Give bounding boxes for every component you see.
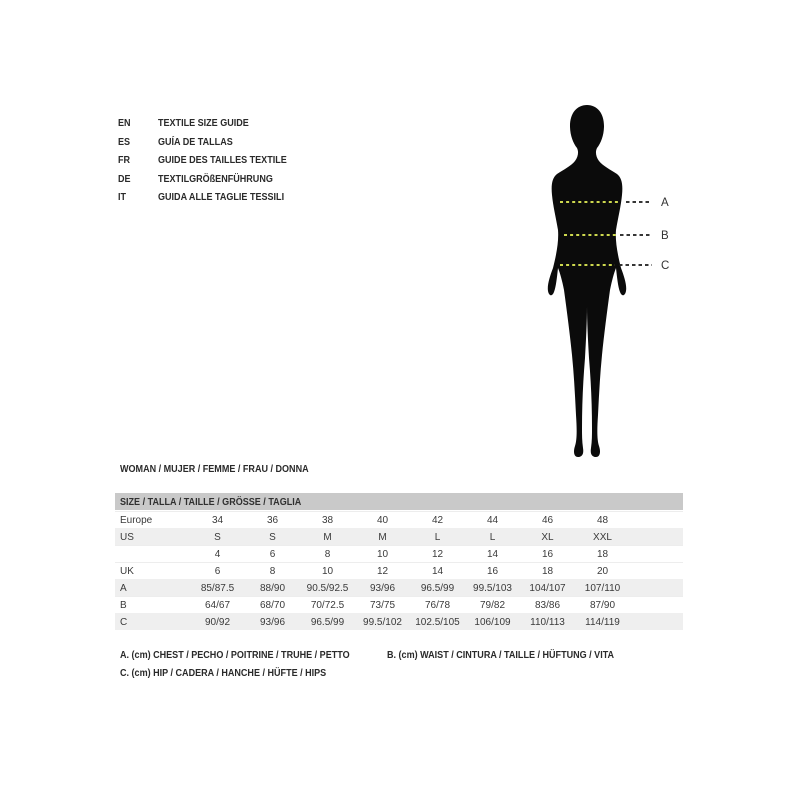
size-value-cell: 96.5/99: [310, 616, 345, 628]
size-table-row: [115, 545, 683, 562]
size-value-cell: 114/119: [585, 616, 620, 628]
size-value-cell: 38: [321, 514, 334, 526]
size-value-cell: 73/75: [369, 599, 396, 611]
size-table-rows: [115, 511, 683, 630]
size-value-cell: 90.5/92.5: [306, 582, 349, 594]
language-code: FR: [118, 154, 131, 167]
measurement-legend: [120, 645, 800, 681]
size-value-cell: L: [434, 531, 441, 543]
size-value-cell: 88/90: [259, 582, 286, 594]
size-value-cell: 4: [214, 548, 221, 560]
size-value-cell: 18: [596, 548, 609, 560]
size-value-cell: 93/96: [369, 582, 396, 594]
size-value-cell: 79/82: [479, 599, 506, 611]
size-value-cell: 90/92: [204, 616, 231, 628]
size-value-cell: 85/87.5: [200, 582, 235, 594]
row-label-cell: Europe: [120, 514, 153, 526]
language-list: [118, 114, 308, 207]
language-code: ES: [118, 135, 131, 148]
woman-silhouette: [548, 105, 626, 457]
size-table-row: [115, 596, 683, 613]
size-value-cell: 8: [269, 565, 276, 577]
size-value-cell: 48: [596, 514, 609, 526]
size-value-cell: 102.5/105: [415, 616, 460, 628]
size-table-header: [115, 493, 683, 510]
size-value-cell: M: [378, 531, 387, 543]
size-value-cell: 36: [266, 514, 279, 526]
size-table-row: [115, 562, 683, 579]
size-value-cell: 20: [596, 565, 609, 577]
size-value-cell: 44: [486, 514, 499, 526]
gender-heading-text: WOMAN / MUJER / FEMME / FRAU / DONNA: [120, 463, 309, 475]
size-value-cell: 110/113: [530, 616, 565, 628]
size-value-cell: 40: [376, 514, 389, 526]
language-label: TEXTILGRÖßENFÜHRUNG: [158, 172, 273, 185]
legend-line: A. (cm) CHEST / PECHO / POITRINE / TRUHE / PETTO: [120, 649, 350, 661]
size-value-cell: 10: [321, 565, 334, 577]
size-value-cell: 106/109: [474, 616, 511, 628]
size-value-cell: S: [269, 531, 276, 543]
language-label: TEXTILE SIZE GUIDE: [158, 117, 249, 130]
measure-label-b: B: [661, 230, 669, 242]
size-value-cell: 99.5/103: [473, 582, 512, 594]
size-value-cell: 14: [431, 565, 444, 577]
measure-label-c: C: [661, 260, 670, 272]
size-table-row: [115, 579, 683, 596]
size-table-header-text: SIZE / TALLA / TAILLE / GRÖSSE / TAGLIA: [120, 495, 302, 508]
gender-heading: [120, 463, 339, 475]
size-value-cell: 76/78: [424, 599, 451, 611]
size-table-row: [115, 511, 683, 528]
size-value-cell: 6: [214, 565, 221, 577]
size-value-cell: XL: [541, 531, 554, 543]
language-code: IT: [118, 191, 127, 204]
size-value-cell: 12: [431, 548, 444, 560]
size-value-cell: XXL: [593, 531, 612, 543]
size-value-cell: 70/72.5: [310, 599, 345, 611]
legend-line: C. (cm) HIP / CADERA / HANCHE / HÜFTE / HIPS: [120, 667, 327, 679]
language-label: GUÍA DE TALLAS: [158, 135, 233, 148]
woman-silhouette-figure: [530, 100, 700, 480]
size-value-cell: 107/110: [584, 582, 621, 594]
language-code: DE: [118, 172, 131, 185]
figure-svg: [530, 100, 700, 480]
size-value-cell: 46: [541, 514, 554, 526]
size-table: [115, 493, 683, 630]
size-value-cell: 96.5/99: [420, 582, 455, 594]
language-row: [118, 170, 308, 189]
size-value-cell: 16: [486, 565, 499, 577]
size-value-cell: 12: [376, 565, 389, 577]
row-label-cell: C: [120, 616, 128, 628]
size-value-cell: 6: [269, 548, 276, 560]
language-code: EN: [118, 117, 131, 130]
size-value-cell: L: [489, 531, 496, 543]
size-value-cell: 64/67: [204, 599, 231, 611]
language-row: [118, 133, 308, 152]
language-row: [118, 151, 308, 170]
size-value-cell: 14: [486, 548, 499, 560]
size-value-cell: 42: [431, 514, 444, 526]
language-label: GUIDE DES TAILLES TEXTILE: [158, 154, 287, 167]
size-table-row: [115, 613, 683, 630]
row-label-cell: UK: [120, 565, 134, 577]
language-label: GUIDA ALLE TAGLIE TESSILI: [158, 191, 285, 204]
row-label-cell: A: [120, 582, 127, 594]
size-value-cell: S: [214, 531, 221, 543]
size-value-cell: 18: [541, 565, 554, 577]
language-row: [118, 188, 308, 207]
row-label-cell: US: [120, 531, 134, 543]
language-row: [118, 114, 308, 133]
size-value-cell: 16: [541, 548, 554, 560]
size-value-cell: 34: [211, 514, 224, 526]
size-value-cell: 8: [324, 548, 331, 560]
size-value-cell: 10: [376, 548, 389, 560]
size-table-row: [115, 528, 683, 545]
size-value-cell: 68/70: [259, 599, 286, 611]
size-value-cell: 93/96: [259, 616, 286, 628]
legend-line: B. (cm) WAIST / CINTURA / TAILLE / HÜFTUNG / VITA: [387, 649, 615, 661]
row-label-cell: B: [120, 599, 127, 611]
size-value-cell: 83/86: [534, 599, 561, 611]
size-value-cell: 99.5/102: [363, 616, 402, 628]
measure-label-a: A: [661, 197, 669, 209]
size-value-cell: 104/107: [529, 582, 566, 594]
size-value-cell: M: [323, 531, 332, 543]
size-value-cell: 87/90: [589, 599, 616, 611]
